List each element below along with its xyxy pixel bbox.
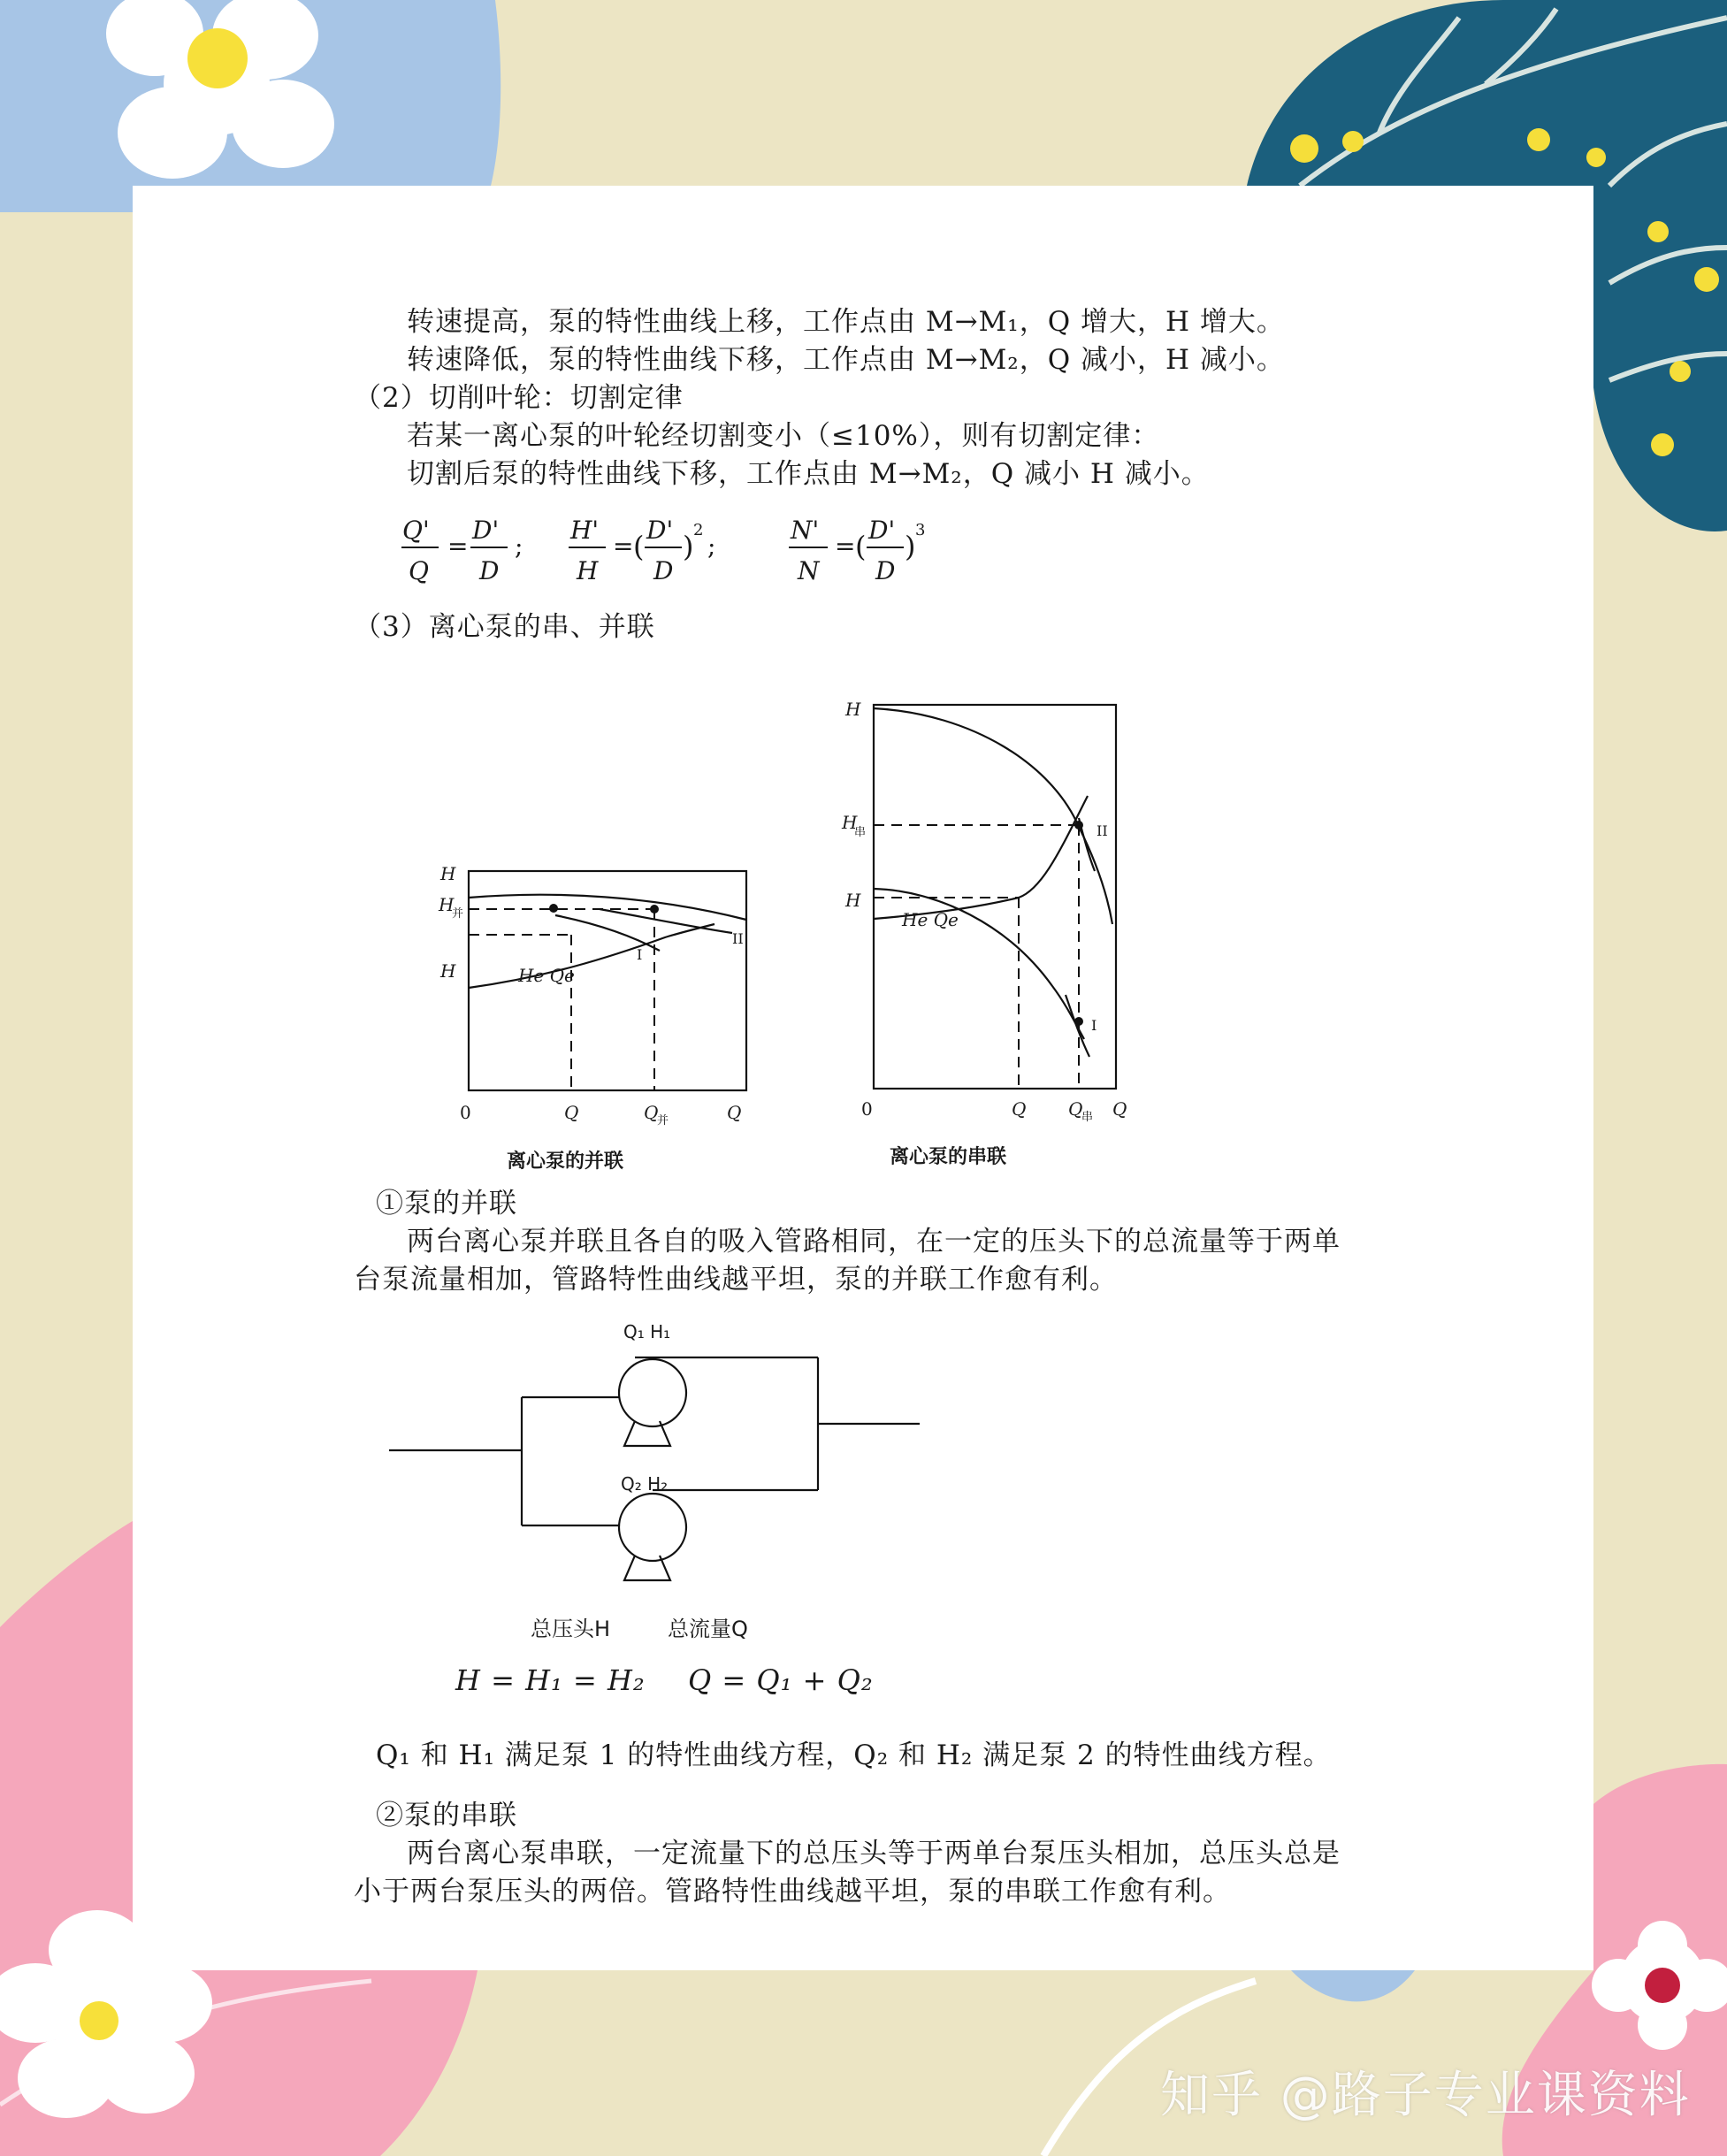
speed-decrease-line: 转速降低，泵的特性曲线下移，工作点由 M→M₂，Q 减小，H 减小。 [407,344,1285,376]
cutting-law-intro: 若某一离心泵的叶轮经切割变小（≤10%），则有切割定律： [407,420,1160,452]
total-head-label: 总压头H [531,1617,611,1641]
series-label-ii: II [1097,822,1108,839]
pump-curve-single [469,895,746,920]
parallel-pump-diagram [389,1304,937,1649]
svg-text:=: = [835,531,856,561]
pump-1-circle [619,1359,686,1426]
parallel-chart-caption: 离心泵的并联 [507,1151,624,1173]
f3-exp: 3 [915,521,926,539]
f2-left-num: H' [570,516,600,545]
parallel-label-curve: He Qe [518,965,575,986]
parallel-label-h-bing-sub: 并 [452,907,464,921]
svg-text:(: ( [633,530,645,563]
section-3-heading: （3）离心泵的串、并联 [354,611,655,643]
equation-flow: Q = Q₁ + Q₂ [688,1663,874,1697]
pump-1-label: Q₁ H₁ [623,1321,671,1342]
blue-leaf-bottom-middle [1291,1970,1415,2001]
sep2: ; [707,531,716,561]
series-label-h-chuan: H [842,812,858,833]
parallel-axis-q-bing: Q [644,1102,659,1123]
f1-left-den: Q [409,556,429,585]
series-axis-q: Q [1012,1098,1027,1120]
watermark: 知乎 @路子专业课资料 [1160,2067,1691,2124]
f3-right-num: D' [868,516,896,545]
series-pipe-curve [874,796,1088,919]
speed-increase-line: 转速提高，泵的特性曲线上移，工作点由 M→M₁，Q 增大，H 增大。 [407,306,1285,338]
f1-right-num: D' [472,516,500,545]
f2-right-den: D [653,556,674,585]
parallel-section-title: ①泵的并联 [376,1188,517,1219]
section-2-heading: （2）切削叶轮：切割定律 [354,382,684,414]
total-flow-label: 总流量Q [668,1617,748,1641]
svg-text:=: = [447,531,469,561]
svg-text:(: ( [855,530,867,563]
series-label-curve: He Qe [902,909,959,930]
f2-left-den: H [577,556,599,585]
f2-right-num: D' [646,516,674,545]
series-axis-q-chuan: Q [1068,1098,1083,1120]
pipe-curve [469,924,714,988]
parallel-axis-zero: 0 [460,1102,471,1123]
svg-text:=: = [613,531,634,561]
parallel-label-i: I [637,946,643,963]
sep1: ; [515,531,523,561]
parallel-para-line1: 两台离心泵并联且各自的吸入管路相同，在一定的压头下的总流量等于两单 [407,1226,1341,1258]
equation-note: Q₁ 和 H₁ 满足泵 1 的特性曲线方程，Q₂ 和 H₂ 满足泵 2 的特性曲线方程。 [376,1739,1332,1771]
series-section-title: ②泵的串联 [376,1800,517,1831]
f1-right-den: D [479,556,500,585]
series-label-h-top: H [845,699,861,720]
series-para-line1: 两台离心泵串联，一定流量下的总压头等于两单台泵压头相加，总压头总是 [407,1838,1341,1869]
parallel-label-h-low: H [440,960,456,982]
f1-left-num: Q' [402,516,430,545]
series-curve-i [1066,995,1089,1057]
f3-left-num: N' [791,516,820,545]
parallel-chart [423,862,803,1181]
series-label-h-chuan-sub: 串 [854,826,867,839]
parallel-para-line2: 台泵流量相加，管路特性曲线越平坦，泵的并联工作愈有利。 [354,1264,1118,1296]
series-label-h-low: H [845,890,861,911]
series-axis-q-chuan-sub: 串 [1081,1111,1094,1124]
series-axis-zero: 0 [861,1098,873,1120]
parallel-axis-q-end: Q [727,1102,742,1123]
f3-right-den: D [875,556,896,585]
series-chart-caption: 离心泵的串联 [890,1146,1007,1168]
series-label-i: I [1091,1017,1097,1034]
cutting-curve-shift: 切割后泵的特性曲线下移，工作点由 M→M₂，Q 减小 H 减小。 [407,458,1210,490]
f2-exp: 2 [693,521,704,539]
parallel-label-h-bing: H [439,894,455,915]
f3-left-den: N [798,556,820,585]
parallel-label-h-top: H [440,863,456,884]
series-chart [831,694,1132,1189]
series-axis-q-end: Q [1112,1098,1127,1120]
svg-text:): ) [683,530,694,563]
svg-text:): ) [905,530,916,563]
pump-2-label: Q₂ H₂ [621,1473,669,1495]
parallel-label-ii: II [732,930,744,947]
parallel-axis-q-bing-sub: 并 [657,1114,669,1128]
cutting-law-formulas [398,508,946,597]
parallel-axis-q: Q [564,1102,579,1123]
series-para-line2: 小于两台泵压头的两倍。管路特性曲线越平坦，泵的串联工作愈有利。 [354,1876,1231,1908]
equation-head: H = H₁ = H₂ [455,1663,646,1697]
document-page [133,186,1593,1970]
pump-2-circle [619,1494,686,1561]
